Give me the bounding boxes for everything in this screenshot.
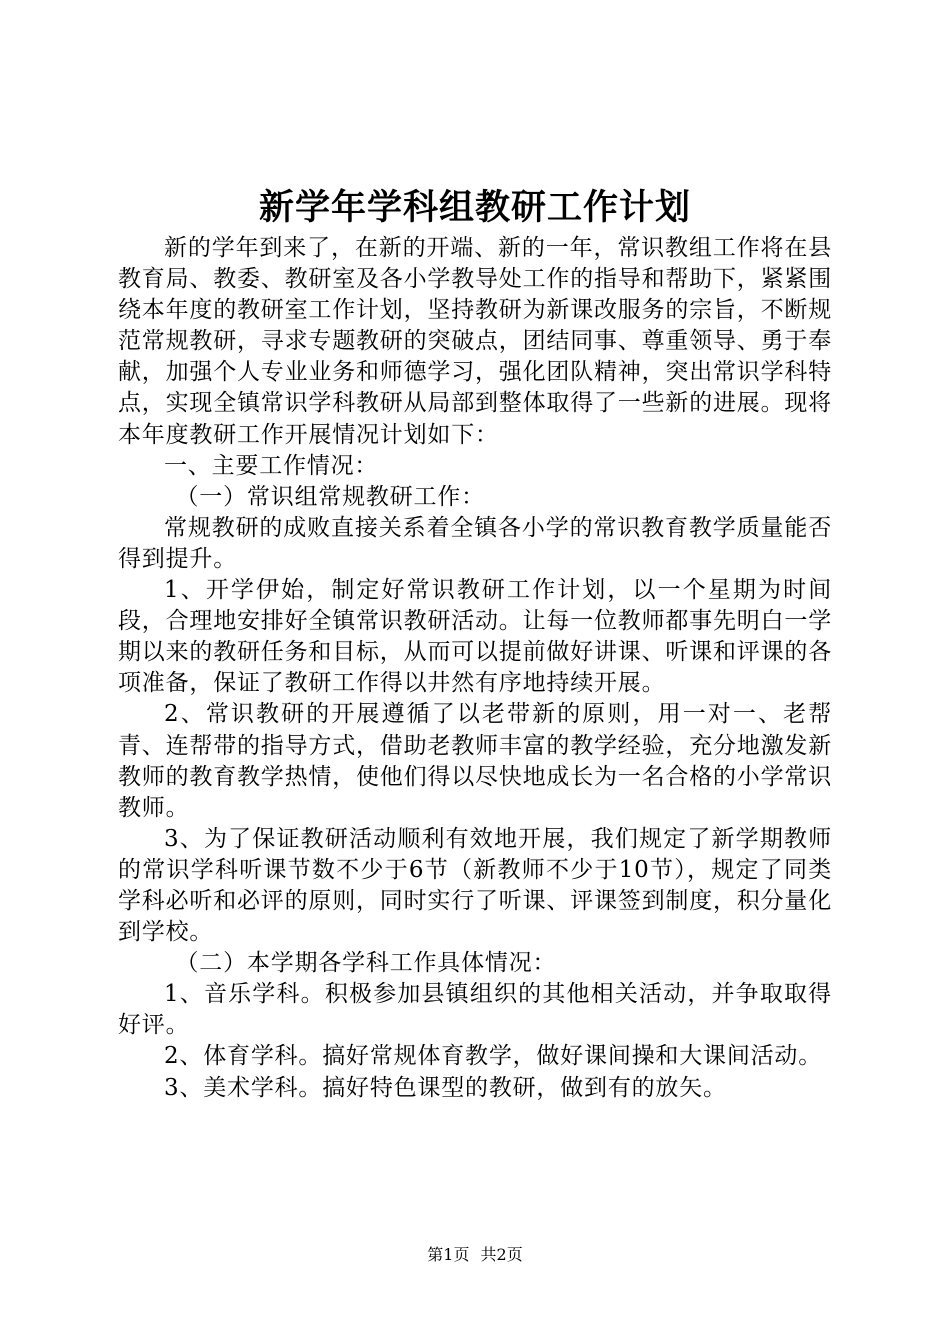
heading-routine-research: （一）常识组常规教研工作： (175, 483, 485, 510)
heading-subject-work: （二）本学期各学科工作具体情况： (175, 950, 557, 977)
paragraph-music: 1、音乐学科。积极参加县镇组织的其他相关活动，并争取取得好评。 (118, 981, 832, 1039)
page-number: 第1页 (427, 1245, 470, 1264)
page-footer (0, 1243, 950, 1267)
document-body (118, 233, 832, 1104)
document-title: 新学年学科组教研工作计划 (258, 187, 691, 228)
paragraph-routine-importance: 常规教研的成败直接关系着全镇各小学的常识教育教学质量能否得到提升。 (118, 514, 832, 572)
paragraph-pe: 2、体育学科。搞好常规体育教学，做好课间操和大课间活动。 (164, 1043, 823, 1070)
heading-main-work: 一、主要工作情况： (164, 452, 379, 479)
paragraph-intro: 新的学年到来了，在新的开端、新的一年，常识教组工作将在县教育局、教委、教研室及各小学教导处工作的指导和帮助下，紧紧围绕本年度的教研室工作计划，坚持教研为新课改服务的宗旨，不断规范常规教研，寻求专题教研的突破点，团结同事、尊重领导、勇于奉献，加强个人专业业务和师德学习，强化团队精神，突出常识学科特点，实现全镇常识学科教研从局部到整体取得了一些新的进展。现将本年度教研工作开展情况计划如下： (118, 235, 832, 448)
paragraph-item-1: 1、开学伊始，制定好常识教研工作计划，以一个星期为时间段，合理地安排好全镇常识教研活动。让每一位教师都事先明白一学期以来的教研任务和目标，从而可以提前做好讲课、听课和评课的各项准备，保证了教研工作得以井然有序地持续开展。 (118, 577, 832, 697)
paragraph-item-2: 2、常识教研的开展遵循了以老带新的原则，用一对一、老帮青、连帮带的指导方式，借助老教师丰富的教学经验，充分地激发新教师的教育教学热情，使他们得以尽快地成长为一名合格的小学常识教师。 (118, 701, 832, 821)
page-total: 共2页 (480, 1245, 523, 1264)
paragraph-art: 3、美术学科。搞好特色课型的教研，做到有的放矢。 (164, 1074, 727, 1101)
paragraph-item-3: 3、为了保证教研活动顺利有效地开展，我们规定了新学期教师的常识学科听课节数不少于6节（新教师不少于10节），规定了同类学科必听和必评的原则，同时实行了听课、评课签到制度，积分量化到学校。 (118, 825, 832, 946)
